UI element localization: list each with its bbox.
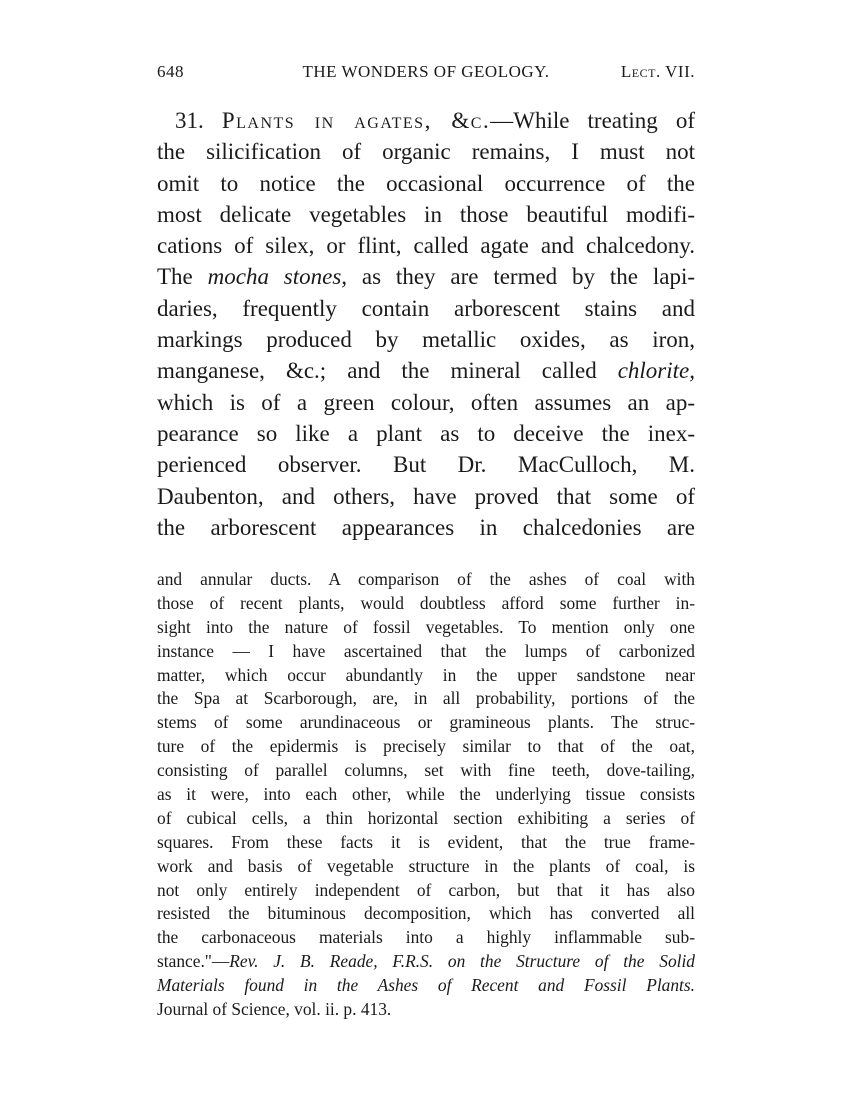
body-line: cations of silex, or flint, called agate and chalcedony. <box>157 233 695 259</box>
italic-term: chlorite, <box>617 358 695 384</box>
page-number: 648 <box>157 62 184 81</box>
citation-italic: Rev. J. B. Reade, F.R.S. on the Structure of the Solid <box>229 951 695 972</box>
body-line: most delicate vegetables in those beautiful modifi- <box>157 201 695 227</box>
footnote-line: resisted the bituminous decomposition, which has converted all <box>157 903 695 924</box>
footnote-line: squares. From these facts it is evident, that the true frame- <box>157 831 695 852</box>
footnote-line: work and basis of vegetable structure in the plants of coal, is <box>157 855 695 876</box>
footnote-line: stems of some arundinaceous or gramineous plants. The struc- <box>157 712 695 733</box>
footnote-line: instance — I have ascertained that the lumps of carbonized <box>157 640 695 661</box>
footnote-line: consisting of parallel columns, set with fine teeth, dove-tailing, <box>157 760 695 781</box>
footnote-line: sight into the nature of fossil vegetables. To mention only one <box>157 616 695 637</box>
footnote-line: matter, which occur abundantly in the upper sandstone near <box>157 664 695 685</box>
footnote-line: as it were, into each other, while the underlying tissue consists <box>157 784 695 805</box>
body-line: manganese, &c.; and the mineral called chlorite, <box>157 358 695 384</box>
body-line: pearance so like a plant as to deceive the inex- <box>157 420 695 446</box>
body-line: the silicification of organic remains, I must not <box>157 139 695 165</box>
body-line: markings produced by metallic oxides, as iron, <box>157 327 695 353</box>
footnote-line: those of recent plants, would doubtless afford some further in- <box>157 592 695 613</box>
body-line: daries, frequently contain arborescent stains and <box>157 295 695 321</box>
lecture-label: Lect. VII. <box>620 62 695 81</box>
body-line: perienced observer. But Dr. MacCulloch, M. <box>157 452 695 478</box>
section-number: 31. <box>175 108 204 133</box>
running-title: THE WONDERS OF GEOLOGY. <box>302 62 550 81</box>
footnote-line: of cubical cells, a thin horizontal section exhibiting a series of <box>157 807 695 828</box>
italic-term: mocha stones, <box>207 264 348 290</box>
citation-italic: Materials found in the Ashes of Recent and Fossil Plants. <box>157 975 695 996</box>
footnote-line: the carbonaceous materials into a highly inflammable sub- <box>157 927 695 948</box>
body-line: which is of a green colour, often assumes an ap- <box>157 389 695 415</box>
footnote-line: stance."—Rev. J. B. Reade, F.R.S. on the Structure of the Solid <box>157 951 695 972</box>
footnote-line: not only entirely independent of carbon, but that it has also <box>157 879 695 900</box>
body-line: 31. Plants in agates, &c.—While treating of <box>175 108 696 133</box>
body-line: The mocha stones, as they are termed by the lapi- <box>157 264 696 290</box>
body-line: Daubenton, and others, have proved that some of <box>157 483 695 509</box>
running-header <box>157 62 695 86</box>
body-text <box>157 105 695 543</box>
section-heading: Plants in agates, &c. <box>221 108 491 133</box>
footnote-line: ture of the epidermis is precisely similar to that of the oat, <box>157 736 695 757</box>
footnote-line: the Spa at Scarborough, are, in all probability, portions of the <box>157 688 695 709</box>
body-line: omit to notice the occasional occurrence of the <box>157 170 695 196</box>
footnote-line <box>157 974 695 998</box>
footnote-line: and annular ducts. A comparison of the ashes of coal with <box>157 569 695 589</box>
footnote-block <box>157 568 695 1022</box>
footnote-line: Journal of Science, vol. ii. p. 413. <box>157 999 392 1020</box>
body-line: the arborescent appearances in chalcedonies are <box>157 514 695 540</box>
